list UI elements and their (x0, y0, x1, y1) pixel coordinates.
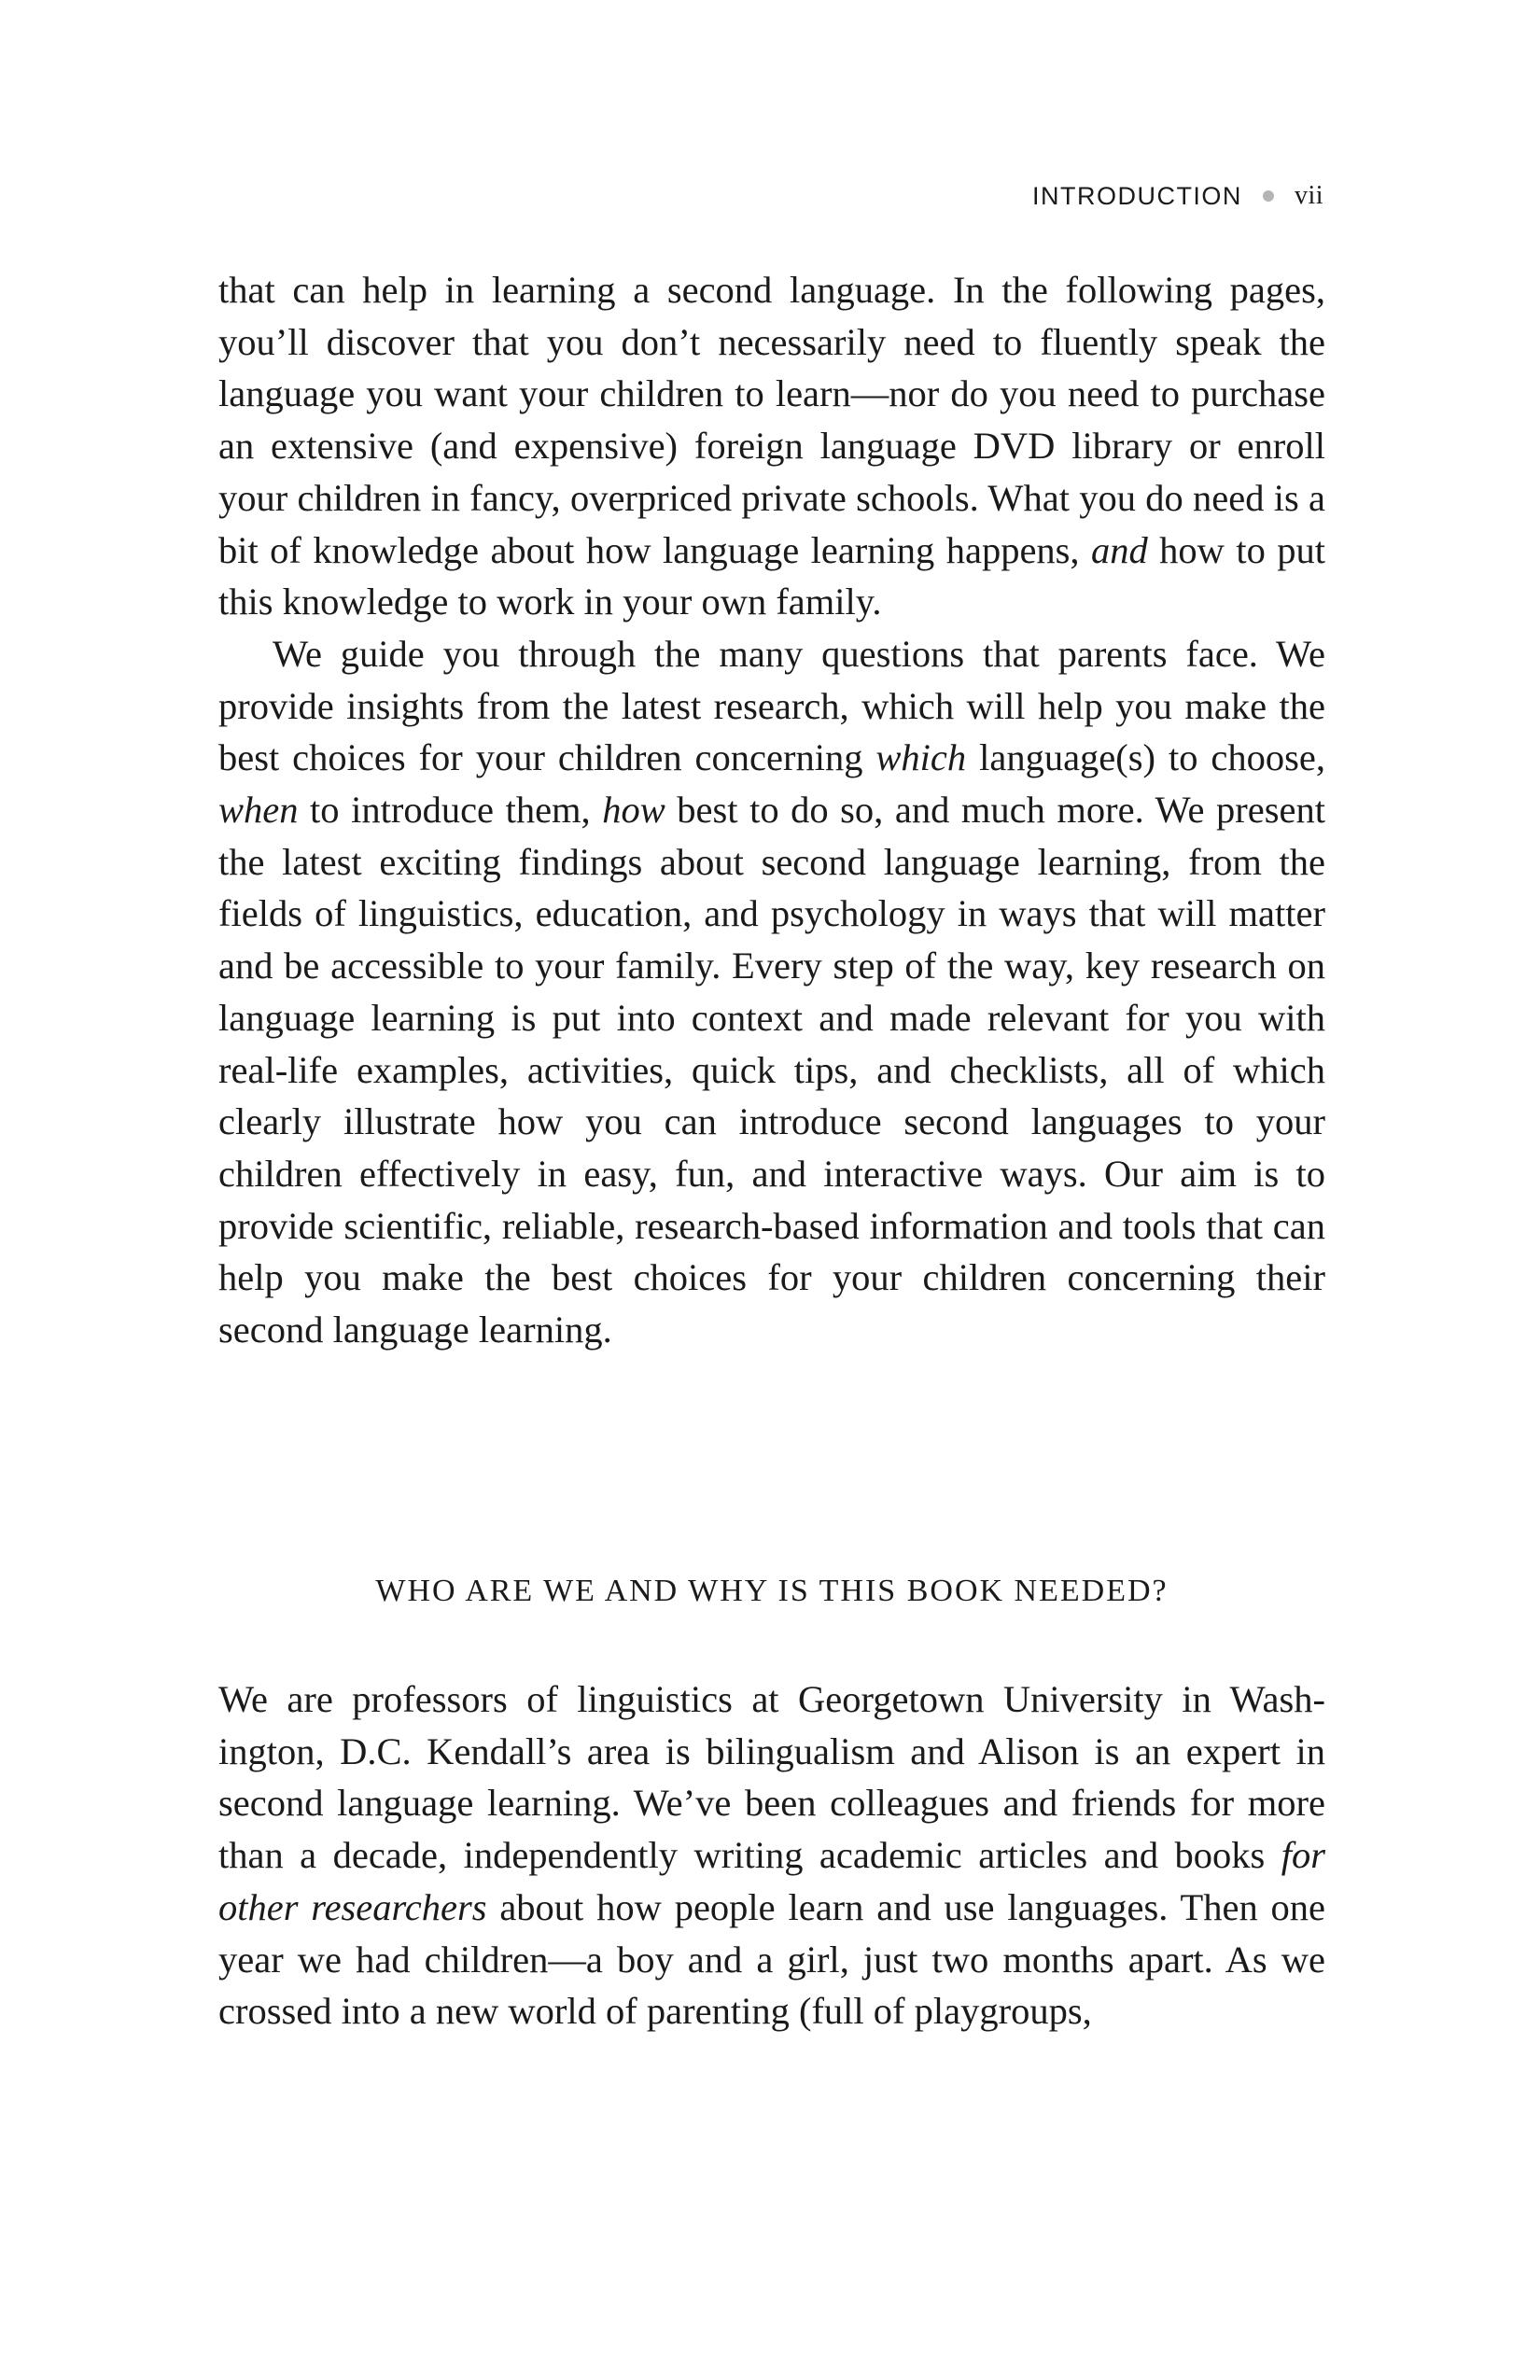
paragraph-3-text-a: We are professors of linguistics at Georgetown University in Washington, D.C. Kendall’s area is bilingualism and Alison is an expert in second language learning. We’ve been colleagues and friends for more than a decade, independently writing academic articles and books (218, 1678, 1325, 1877)
paragraph-2-text-c: to introduce them, (298, 789, 603, 832)
body-text-top (218, 264, 1325, 1356)
paragraph-1-text-a: that can help in learning a second language. In the following pages, you’ll discover that you don’t necessarily need to fluently speak the language you want your children to learn—nor do you need to purchase an extensive (and expensive) foreign language DVD library or enroll your children in fancy, overpriced private schools. What you do need is a bit of knowledge about how language learning happens, (218, 269, 1325, 571)
paragraph-2-text-d: best to do so, and much more. We present the latest exciting findings about second language learning, from the fields of linguistics, education, and psychology in ways that will matter and be accessible to your family. Every step of the way, key research on language learning is put into context and made relevant for you with real-life examples, activities, quick tips, and checklists, all of which clearly illustrate how you can introduce second languages to your children effectively in easy, fun, and interactive ways. Our aim is to provide scientific, reliable, research-based information and tools that can help you make the best choices for your children concerning their second language learning. (218, 789, 1325, 1351)
paragraph-2-text-b: language(s) to choose, (966, 736, 1325, 779)
paragraph-1 (218, 264, 1325, 628)
running-head (1032, 181, 1323, 211)
running-head-section: INTRODUCTION (1031, 181, 1242, 210)
paragraph-1-text-b: how to put this knowledge to work in your own family. (218, 528, 1325, 623)
paragraph-2 (218, 628, 1325, 1356)
paragraph-3-emphasis-for-other-researchers: for other researchers (218, 1834, 1325, 1928)
paragraph-2-emphasis-when: when (218, 789, 299, 832)
paragraph-3-text-b: about how people learn and use languages. Then one year we had children—a boy and a girl, just two months apart. As we crossed into a new world of parenting (full of playgroups, (218, 1885, 1325, 2033)
paragraph-2-text-a: We guide you through the many questions that parents face. We provide insights from the latest research, which will help you make the best choices for your children concerning (218, 632, 1325, 779)
paragraph-1-emphasis-and: and (1090, 528, 1148, 571)
paragraph-2-emphasis-which: which (875, 736, 967, 779)
paragraph-2-emphasis-how: how (602, 789, 665, 832)
paragraph-3 (218, 1673, 1325, 2037)
bullet-dot-icon (1263, 190, 1274, 202)
section-heading: WHO ARE WE AND WHY IS THIS BOOK NEEDED? (375, 1574, 1169, 1608)
body-text-bottom (218, 1673, 1325, 2037)
page-number: vii (1294, 181, 1323, 210)
